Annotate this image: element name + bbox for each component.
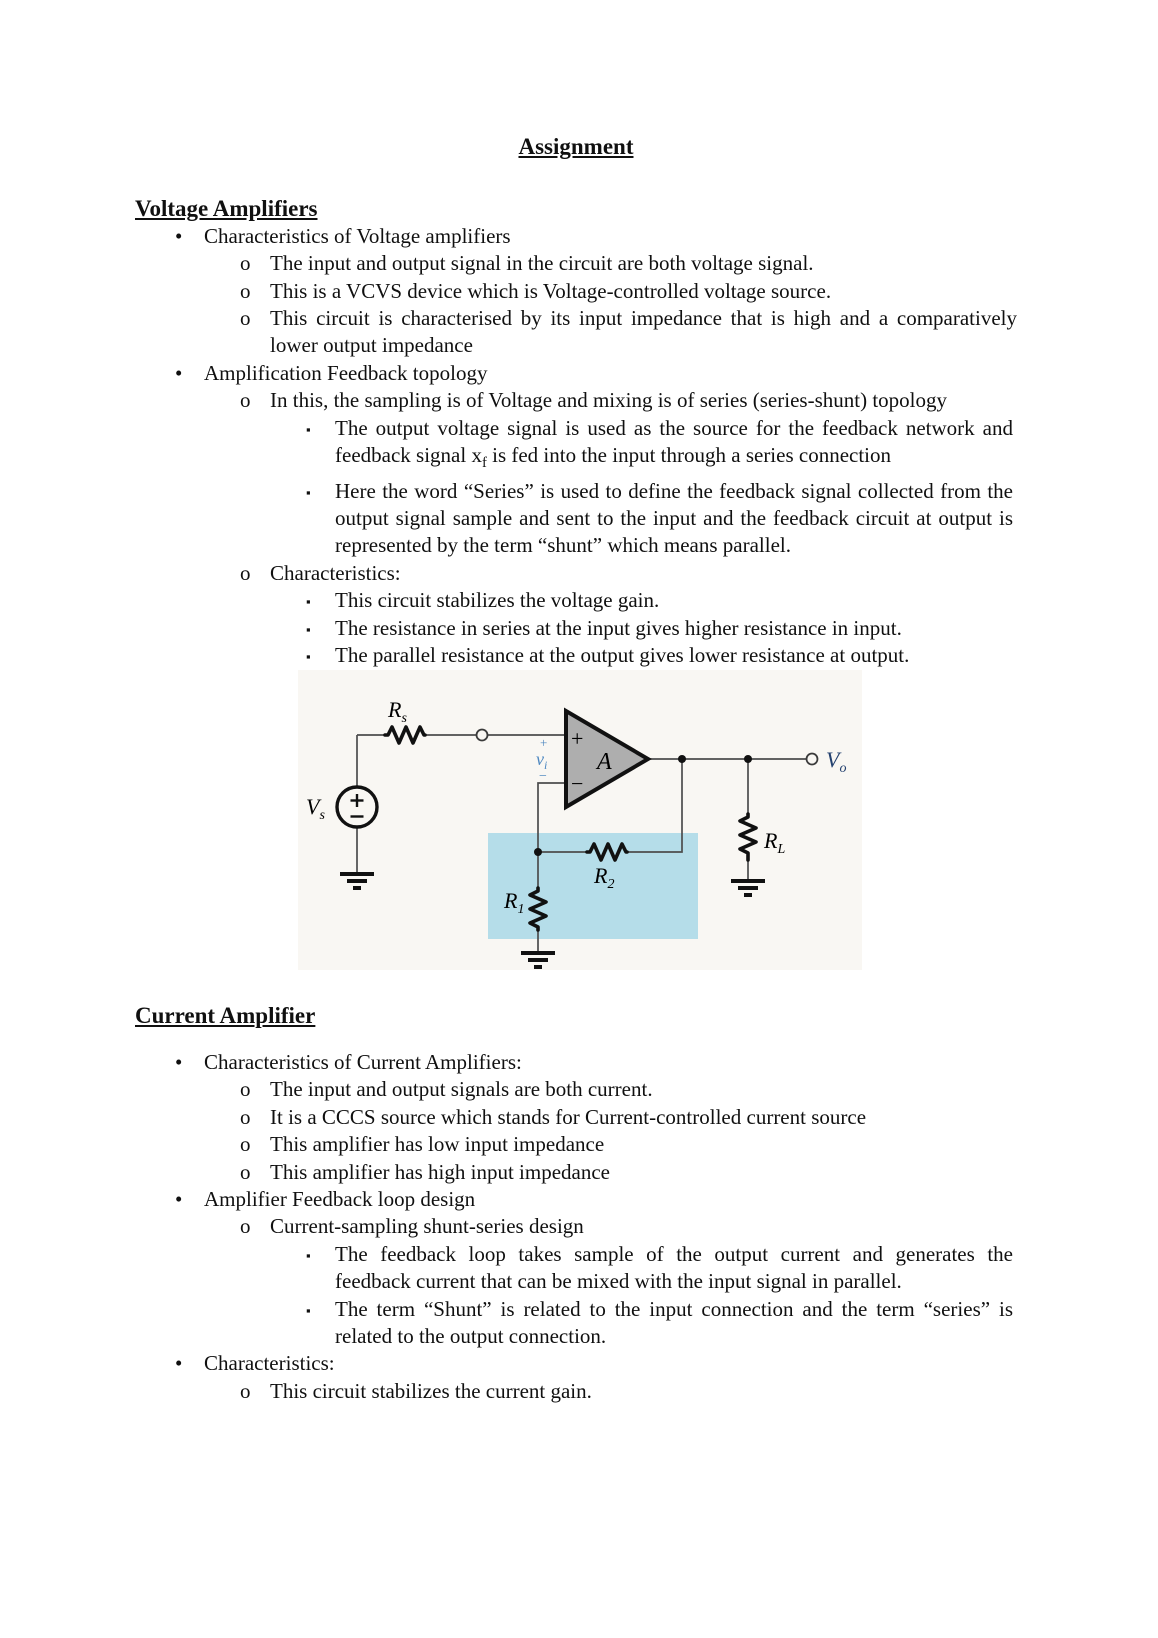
bullet-marker: o — [240, 1077, 251, 1102]
bullet-marker: o — [240, 1159, 251, 1184]
list-item — [135, 250, 1017, 277]
list-item-text: This circuit stabilizes the current gain. — [270, 1378, 592, 1403]
list-item-text: This circuit is characterised by its input impedance that is high and a comparatively lower output impedance — [270, 306, 1017, 358]
list-item-text: Characteristics of Current Amplifiers: — [204, 1049, 522, 1074]
bullet-marker: o — [240, 251, 251, 276]
list-item — [135, 560, 1017, 587]
bullet-marker: • — [175, 360, 183, 385]
text-run: The output voltage signal is used as the source for the feedback network and feedback signal x — [335, 415, 1013, 468]
bullet-marker: ▪ — [306, 649, 311, 665]
label-vs: $V_s$ — [306, 793, 325, 823]
list-item — [135, 587, 1017, 614]
subscript-f: f — [481, 455, 487, 472]
voltage-source-vs — [337, 787, 377, 827]
list-item-text: This circuit stabilizes the voltage gain. — [335, 588, 660, 613]
label-rs: $R_s$ — [388, 696, 407, 726]
opamp-plus-input: + — [571, 725, 584, 751]
list-item — [135, 1186, 1017, 1213]
document-title — [135, 133, 1017, 160]
list-item — [135, 478, 1017, 560]
series-shunt-feedback-circuit-figure — [298, 670, 862, 978]
list-item — [135, 387, 1017, 414]
list-item-text: Amplification Feedback topology — [204, 360, 488, 385]
list-item — [135, 360, 1017, 387]
bullet-marker: ▪ — [306, 1302, 311, 1318]
bullet-marker: ▪ — [306, 1247, 311, 1263]
bullet-marker: o — [240, 1104, 251, 1129]
opamp-minus-input: − — [571, 770, 584, 796]
list-item — [135, 1131, 1017, 1158]
label-vo: $V_o$ — [826, 746, 847, 776]
list-item-text: The input and output signal in the circuit are both voltage signal. — [270, 251, 814, 276]
list-item-text: It is a CCCS source which stands for Current-controlled current source — [270, 1104, 867, 1129]
svg-text:+: + — [540, 734, 548, 750]
bullet-marker: o — [240, 560, 251, 585]
bullet-marker: o — [240, 1214, 251, 1239]
section-heading-voltage-amplifiers — [135, 195, 1017, 222]
list-item-text: Characteristics: — [204, 1351, 335, 1376]
list-item-text: The feedback loop takes sample of the output current and generates the feedback current that can be mixed with the input signal in parallel. — [335, 1241, 1013, 1294]
section-heading-current-amplifier — [135, 1002, 1017, 1029]
list-item-text — [335, 415, 1013, 478]
list-item — [135, 305, 1017, 360]
list-item-text: This amplifier has high input impedance — [270, 1159, 610, 1184]
list-item-text: Here the word “Series” is used to define the feedback signal collected from the output signal sample and sent to the input and the feedback circuit at output is represented by the term “shunt” which means parallel. — [335, 478, 1013, 558]
list-item — [135, 223, 1017, 250]
list-item-text: This amplifier has low input impedance — [270, 1132, 605, 1157]
document-title-text: Assignment — [518, 134, 634, 159]
list-item-text: This is a VCVS device which is Voltage-controlled voltage source. — [270, 278, 832, 303]
bullet-marker: • — [175, 223, 183, 248]
list-item — [135, 278, 1017, 305]
list-item-text: The input and output signals are both current. — [270, 1077, 653, 1102]
list-item — [135, 1049, 1017, 1076]
bullet-marker: o — [240, 1132, 251, 1157]
bullet-marker: ▪ — [306, 421, 311, 437]
list-item — [135, 1378, 1017, 1405]
bullet-marker: o — [240, 306, 251, 331]
svg-text:vi: $v_i$ — [536, 748, 548, 772]
label-r1: $R_1$ — [504, 887, 525, 917]
heading-text: Voltage Amplifiers — [135, 196, 318, 222]
label-rl: $R_L$ — [764, 827, 786, 857]
bullet-marker: ▪ — [306, 484, 311, 500]
bullet-marker: • — [175, 1351, 183, 1376]
list-item — [135, 1296, 1017, 1351]
list-item-text: Characteristics of Voltage amplifiers — [204, 223, 511, 248]
list-item — [135, 642, 1017, 669]
list-item-text: The parallel resistance at the output gives lower resistance at output. — [335, 643, 910, 668]
list-item-text: The term “Shunt” is related to the input connection and the term “series” is related to the output connection. — [335, 1296, 1013, 1348]
output-terminal — [807, 753, 818, 764]
list-item-text: In this, the sampling is of Voltage and mixing is of series (series-shunt) topology — [270, 388, 947, 413]
svg-text:−: − — [539, 768, 547, 784]
input-terminal — [477, 729, 488, 740]
list-item-text: Amplifier Feedback loop design — [204, 1186, 476, 1211]
bullet-marker: • — [175, 1186, 183, 1211]
bullet-marker: o — [240, 1378, 251, 1403]
list-item — [135, 1076, 1017, 1103]
bullet-marker: ▪ — [306, 621, 311, 637]
bullet-marker: o — [240, 278, 251, 303]
bullet-marker: o — [240, 388, 251, 413]
list-item — [135, 415, 1017, 478]
list-item-text: Characteristics: — [270, 560, 401, 585]
opamp-gain-label: A — [597, 748, 612, 775]
bullet-marker: ▪ — [306, 594, 311, 610]
list-item — [135, 1350, 1017, 1377]
list-item — [135, 1104, 1017, 1131]
bullet-marker: • — [175, 1049, 183, 1074]
list-item — [135, 1213, 1017, 1240]
text-run: is fed into the input through a series connection — [486, 443, 892, 468]
heading-text: Current Amplifier — [135, 1002, 316, 1028]
list-item-text: Current-sampling shunt-series design — [270, 1214, 584, 1239]
list-item-text: The resistance in series at the input gives higher resistance in input. — [335, 615, 902, 640]
list-item — [135, 1159, 1017, 1186]
list-item — [135, 615, 1017, 642]
list-item — [135, 1241, 1017, 1296]
label-r2: $R_2$ — [594, 862, 615, 892]
